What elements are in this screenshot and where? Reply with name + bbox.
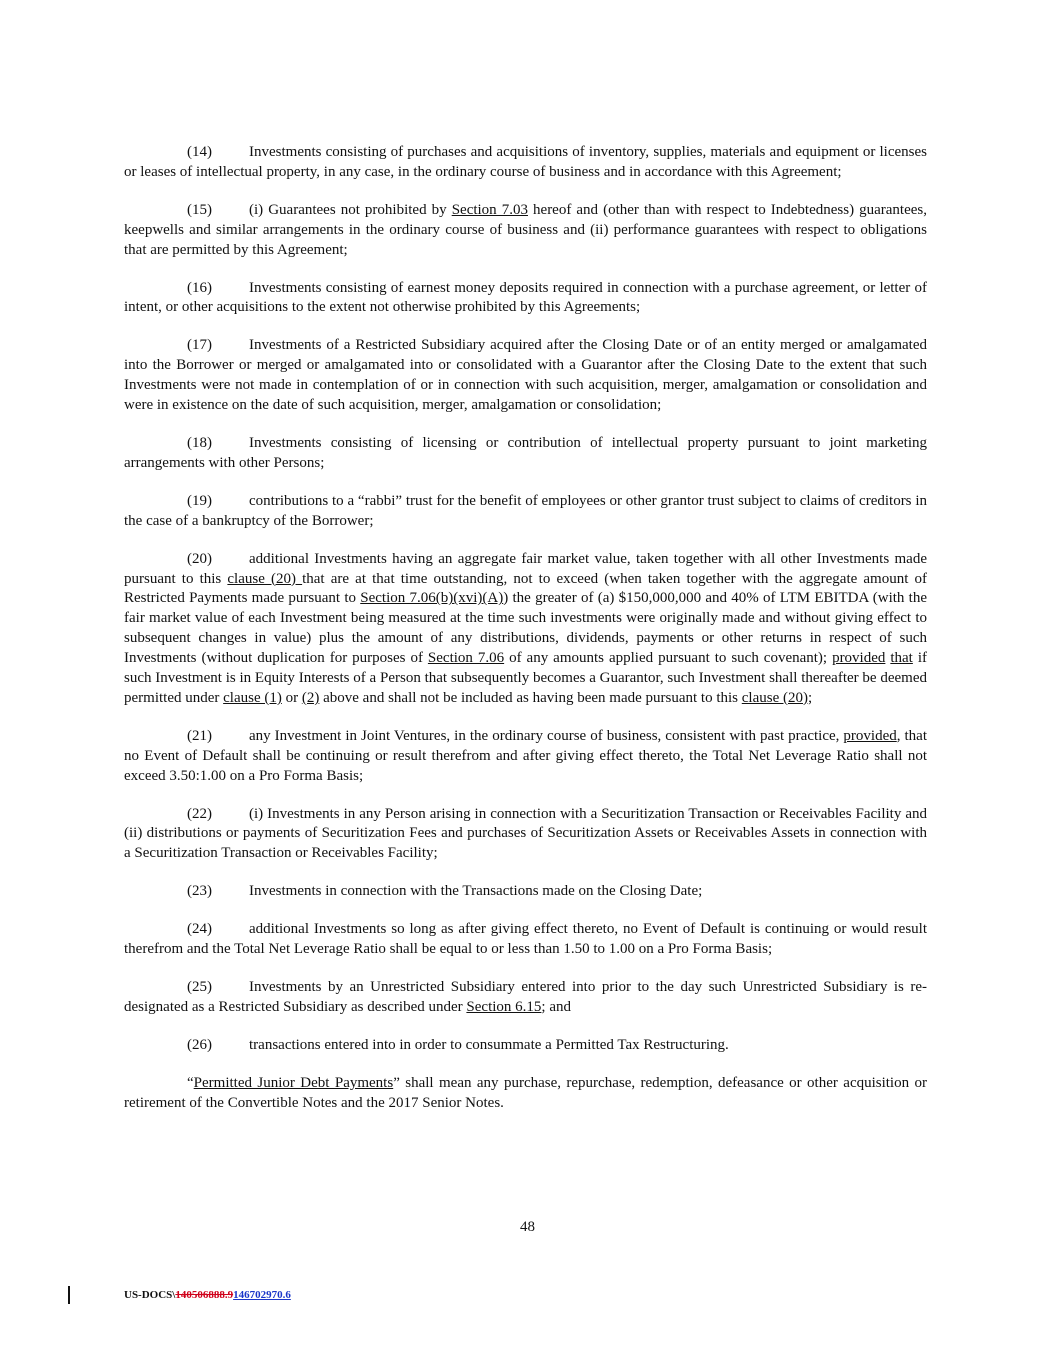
section-reference: Section 7.06 — [427, 650, 505, 667]
clause-reference: clause (1) — [223, 689, 282, 706]
clause-22: (22) (i) Investments in any Person arising in connection with a Securitization Transaction or Receivables Facility and (ii) distributions or payments of Securitization Fees and purchases of Securitization Assets or Receivables Assets in connection with a Securitization Transaction or Receivables Facility; — [124, 805, 927, 862]
clause-26: (26) transactions entered into in order to consummate a Permitted Tax Restructuring. — [187, 1036, 729, 1053]
clause-23: (23) Investments in connection with the Transactions made on the Closing Date; — [187, 883, 703, 900]
clause-reference: (2) — [301, 689, 320, 706]
clause-14: (14) Investments consisting of purchases and acquisitions of inventory, supplies, materials and equipment or licenses or leases of intellectual property, in any case, in the ordinary course of business and in accordance with this Agreement; — [124, 144, 927, 180]
clause-reference: clause (20) — [741, 689, 808, 706]
defined-term-provided: provided — [843, 727, 897, 744]
clause-24: (24) additional Investments so long as after giving effect thereto, no Event of Default is continuing or would result therefrom and the Total Net Leverage Ratio shall be equal to or less than 1.50 to 1.00 on a Pro Forma Basis; — [124, 921, 927, 958]
clause-20: (20) additional Investments having an aggregate fair market value, taken together with all other Investments made pursuant to this clause (20) that are at that time outstanding, not to exceed (when taken together with the aggregate amount of Restricted Payments made pursuant to Section 7.06(b)(xvi)(A)) the greater of (a) $150,000,000 and 40% of LTM EBITDA (with the fair market value of each Investment being measured at the time such investments were originally made and without giving effect to subsequent changes in value) plus the amount of any distributions, dividends, payments or other returns in respect of such Investments (without duplication for purposes of Section 7.06 of any amounts applied pursuant to such covenant); provided that if such Investment is in Equity Interests of a Person that subsequently becomes a Guarantor, such Investment shall thereafter be deemed permitted under clause (1) or (2) above and shall not be included as having been made pursuant to this clause (20); — [124, 550, 928, 706]
clause-15: (15) (i) Guarantees not prohibited by Section 7.03 hereof and (other than with respect to Indebtedness) guarantees, keepwells and similar arrangements in the ordinary course of business and (ii) performance guarantees with respect to obligations that are permitted by this Agreement; — [124, 201, 927, 258]
definition-permitted-junior-debt-payments: “Permitted Junior Debt Payments” shall mean any purchase, repurchase, redemption, defeasance or other acquisition or retirement of the Convertible Notes and the 2017 Senior Notes. — [124, 1074, 928, 1111]
clause-18: (18) Investments consisting of licensing or contribution of intellectual property pursuant to joint marketing arrangements with other Persons; — [124, 434, 927, 471]
document-footer-id — [124, 1289, 291, 1301]
defined-term-that: that — [890, 650, 913, 667]
footer-deleted-number: 140506888.9 — [175, 1289, 234, 1301]
footer-prefix: US-DOCS\ — [124, 1289, 176, 1301]
page-number: 48 — [520, 1219, 535, 1235]
change-bar — [68, 1286, 70, 1304]
clause-16: (16) Investments consisting of earnest money deposits required in connection with a purchase agreement, or letter of intent, or other acquisitions to the extent not otherwise prohibited by this Agreements; — [124, 279, 927, 316]
section-reference: Section 7.06(b)(xvi)(A) — [360, 590, 504, 607]
clause-reference: clause (20) — [227, 570, 303, 587]
footer-inserted-number: 146702970.6 — [233, 1289, 291, 1301]
defined-term: Permitted Junior Debt Payments — [193, 1074, 394, 1091]
section-reference: Section 7.03 — [451, 201, 528, 218]
document-body — [124, 143, 927, 1132]
section-reference: Section 6.15 — [466, 998, 542, 1015]
clause-25: (25) Investments by an Unrestricted Subsidiary entered into prior to the day such Unrestricted Subsidiary is re-designated as a Restricted Subsidiary as described under Section 6.15; and — [124, 979, 927, 1015]
clause-19: (19) contributions to a “rabbi” trust for the benefit of employees or other grantor trust subject to claims of creditors in the case of a bankruptcy of the Borrower; — [124, 492, 927, 529]
clause-17: (17) Investments of a Restricted Subsidiary acquired after the Closing Date or of an entity merged or amalgamated into the Borrower or merged or amalgamated into or consolidated with a Guarantor after the Closing Date to the extent that such Investments were not made in contemplation of or in connection with such acquisition, merger, amalgamation or consolidation and were in existence on the date of such acquisition, merger, amalgamation or consolidation; — [124, 337, 927, 414]
clause-21: (21) any Investment in Joint Ventures, in the ordinary course of business, consistent with past practice, provided, that no Event of Default shall be continuing or result therefrom and after giving effect thereto, the Total Net Leverage Ratio shall not exceed 3.50:1.00 on a Pro Forma Basis; — [124, 727, 927, 784]
defined-term-provided: provided — [832, 650, 886, 667]
